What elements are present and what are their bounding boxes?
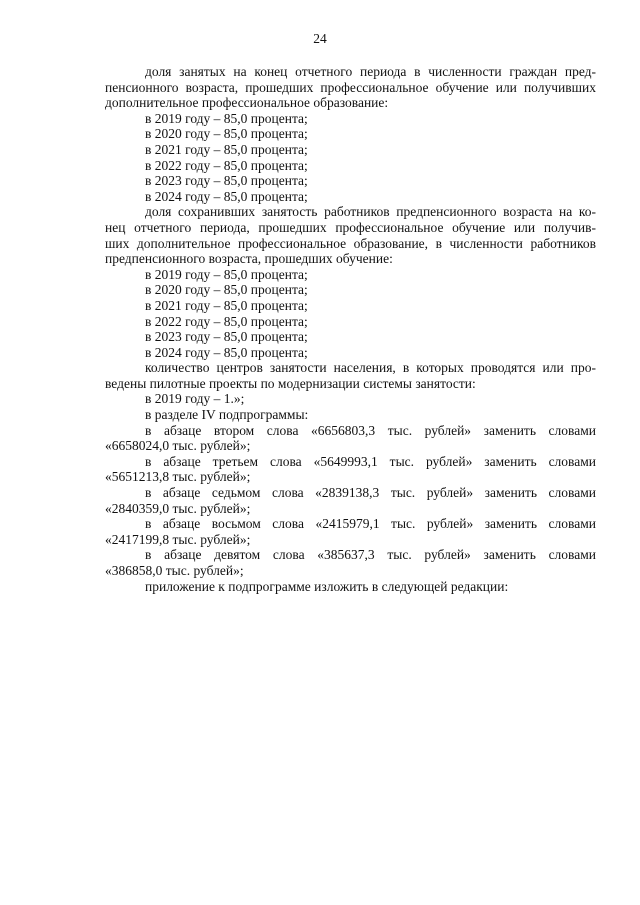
text-line: доля сохранивших занятость работников предпенсионного возраста на ко- — [145, 204, 596, 220]
text-line: в абзаце девятом слова «385637,3 тыс. рублей» заменить словами — [145, 547, 596, 563]
text-line: в 2020 году – 85,0 процента; — [145, 282, 308, 298]
text-line: в 2023 году – 85,0 процента; — [145, 329, 308, 345]
text-line: приложение к подпрограмме изложить в следующей редакции: — [145, 578, 509, 594]
text-line: в абзаце восьмом слова «2415979,1 тыс. рублей» заменить словами — [145, 516, 596, 532]
text-line: «386858,0 тыс. рублей»; — [105, 563, 244, 578]
text-line: в 2022 году – 85,0 процента; — [145, 313, 308, 329]
text-line: ших дополнительное профессиональное образование, в численности работников — [105, 235, 596, 251]
text-line: пенсионного возраста, прошедших профессиональное обучение или получивших — [105, 79, 596, 95]
text-line: «2840359,0 тыс. рублей»; — [105, 500, 251, 516]
text-line: предпенсионного возраста, прошедших обучение: — [105, 251, 393, 267]
text-line: в 2020 году – 85,0 процента; — [145, 126, 308, 142]
text-line: количество центров занятости населения, в которых проводятся или про- — [145, 360, 596, 376]
text-line: в разделе IV подпрограммы: — [145, 407, 309, 423]
text-line: в 2021 году – 85,0 процента; — [145, 141, 308, 157]
text-line: в 2019 году – 1.»; — [145, 391, 245, 407]
text-line: «6658024,0 тыс. рублей»; — [105, 438, 251, 454]
text-line: дополнительное профессиональное образование: — [105, 95, 389, 111]
page-number: 24 — [313, 31, 327, 46]
text-line: в 2021 году – 85,0 процента; — [145, 297, 308, 313]
text-line: ведены пилотные проекты по модернизации системы занятости: — [105, 375, 476, 391]
text-line: в 2019 году – 85,0 процента; — [145, 266, 308, 282]
text-line: в 2023 году – 85,0 процента; — [145, 173, 308, 189]
text-line: в 2022 году – 85,0 процента; — [145, 157, 308, 173]
text-line: в 2024 году – 85,0 процента; — [145, 188, 308, 204]
text-line: «2417199,8 тыс. рублей»; — [105, 531, 251, 547]
text-line: «5651213,8 тыс. рублей»; — [105, 469, 251, 485]
text-line: в 2019 году – 85,0 процента; — [145, 110, 308, 126]
document-body — [105, 64, 596, 594]
text-line: нец отчетного периода, прошедших профессиональное обучение или получив- — [105, 219, 596, 235]
text-line: в абзаце втором слова «6656803,3 тыс. рублей» заменить словами — [145, 422, 596, 438]
text-line: доля занятых на конец отчетного периода в численности граждан пред- — [145, 64, 596, 79]
text-line: в абзаце седьмом слова «2839138,3 тыс. рублей» заменить словами — [145, 485, 596, 501]
text-line: в 2024 году – 85,0 процента; — [145, 344, 308, 360]
text-line: в абзаце третьем слова «5649993,1 тыс. рублей» заменить словами — [145, 453, 596, 469]
